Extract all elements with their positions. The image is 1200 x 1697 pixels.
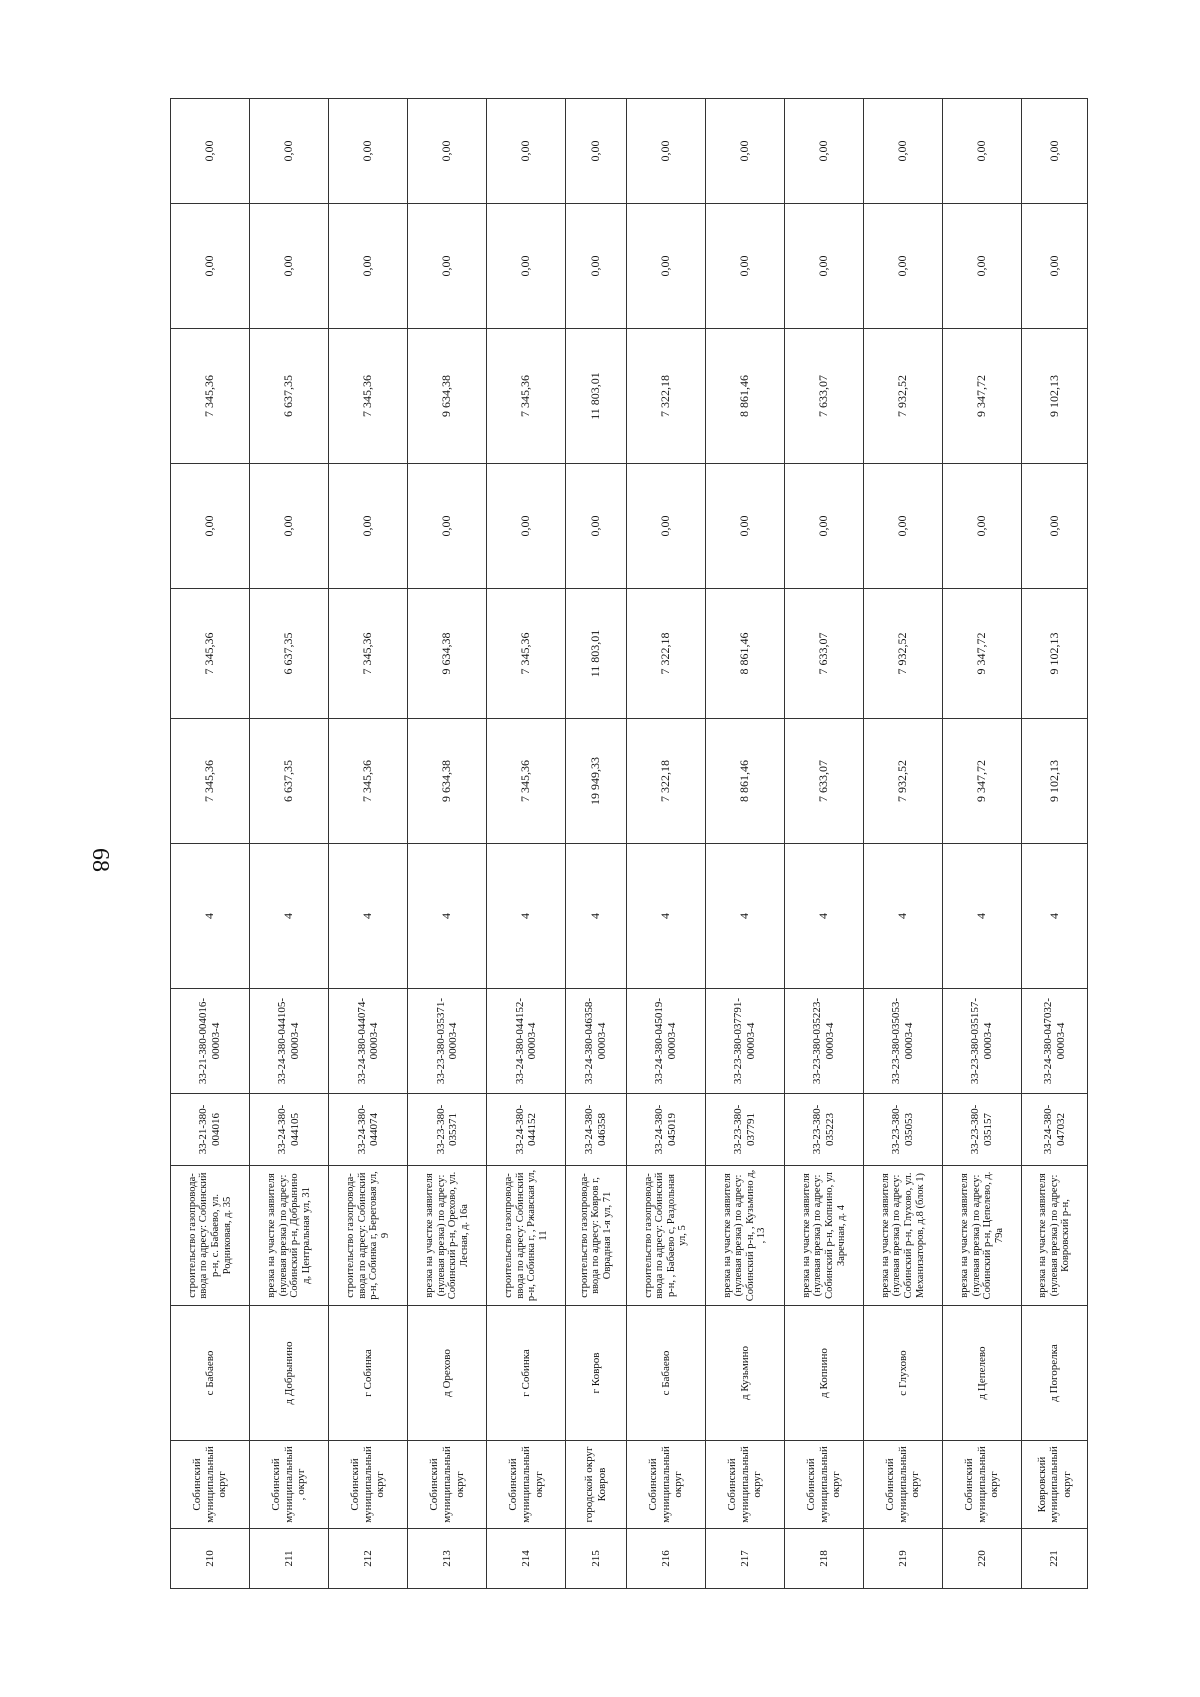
description-cell: строительство газопровода-ввода по адресу: Собинский р-н, , Бабаево с, Раздольная ул, 5	[626, 1166, 705, 1306]
amount-6-cell: 0,00	[329, 99, 408, 204]
category-cell: 4	[705, 844, 784, 989]
contract-number-cell: 33-24-380-045019-00003-4	[626, 989, 705, 1094]
table-row	[943, 99, 1022, 1589]
district-cell: Собинский муниципальный округ	[784, 1441, 863, 1529]
amount-6-cell: 0,00	[864, 99, 943, 204]
locality-cell: г Собинка	[329, 1306, 408, 1441]
amount-3-cell: 0,00	[250, 464, 329, 589]
amount-3-cell: 0,00	[329, 464, 408, 589]
table-row	[1022, 99, 1088, 1589]
application-number-cell: 33-21-380-004016	[171, 1094, 250, 1166]
amount-3-cell: 0,00	[705, 464, 784, 589]
amount-1-cell: 7 322,18	[626, 719, 705, 844]
amount-5-cell: 0,00	[329, 204, 408, 329]
connections-table	[170, 98, 1088, 1589]
amount-5-cell: 0,00	[943, 204, 1022, 329]
district-cell: Собинский муниципальный округ	[705, 1441, 784, 1529]
amount-3-cell: 0,00	[626, 464, 705, 589]
amount-4-cell: 7 345,36	[487, 329, 566, 464]
row-number-cell: 221	[1022, 1529, 1088, 1589]
contract-number-cell: 33-23-380-035223-00003-4	[784, 989, 863, 1094]
district-cell: Ковровский муниципальный округ	[1022, 1441, 1088, 1529]
amount-6-cell: 0,00	[705, 99, 784, 204]
locality-cell: д Орехово	[408, 1306, 487, 1441]
application-number-cell: 33-24-380-044074	[329, 1094, 408, 1166]
description-cell: врезка на участке заявителя (нулевая врезка) по адресу: Собинский р-н, Добрынино д, Центральная ул, 31	[250, 1166, 329, 1306]
description-cell: врезка на участке заявителя (нулевая врезка) по адресу: Собинский р-н, , Кузьмино д, , 13	[705, 1166, 784, 1306]
contract-number-cell: 33-24-380-044152-00003-4	[487, 989, 566, 1094]
amount-5-cell: 0,00	[171, 204, 250, 329]
row-number-cell: 213	[408, 1529, 487, 1589]
category-cell: 4	[566, 844, 627, 989]
table-body	[171, 99, 1088, 1589]
locality-cell: д Копнино	[784, 1306, 863, 1441]
amount-1-cell: 6 637,35	[250, 719, 329, 844]
row-number-cell: 220	[943, 1529, 1022, 1589]
amount-1-cell: 7 345,36	[487, 719, 566, 844]
amount-5-cell: 0,00	[250, 204, 329, 329]
contract-number-cell: 33-24-380-044105-00003-4	[250, 989, 329, 1094]
application-number-cell: 33-23-380-035053	[864, 1094, 943, 1166]
amount-1-cell: 19 949,33	[566, 719, 627, 844]
contract-number-cell: 33-24-380-044074-00003-4	[329, 989, 408, 1094]
amount-1-cell: 9 102,13	[1022, 719, 1088, 844]
amount-2-cell: 7 322,18	[626, 589, 705, 719]
application-number-cell: 33-23-380-035223	[784, 1094, 863, 1166]
amount-6-cell: 0,00	[408, 99, 487, 204]
amount-5-cell: 0,00	[487, 204, 566, 329]
amount-5-cell: 0,00	[566, 204, 627, 329]
contract-number-cell: 33-23-380-037791-00003-4	[705, 989, 784, 1094]
application-number-cell: 33-24-380-046358	[566, 1094, 627, 1166]
row-number-cell: 215	[566, 1529, 627, 1589]
row-number-cell: 211	[250, 1529, 329, 1589]
locality-cell: с Глухово	[864, 1306, 943, 1441]
amount-5-cell: 0,00	[408, 204, 487, 329]
description-cell: врезка на участке заявителя (нулевая врезка) по адресу: Ковровский р-н,	[1022, 1166, 1088, 1306]
contract-number-cell: 33-24-380-047032-00003-4	[1022, 989, 1088, 1094]
category-cell: 4	[626, 844, 705, 989]
amount-1-cell: 8 861,46	[705, 719, 784, 844]
amount-6-cell: 0,00	[171, 99, 250, 204]
amount-4-cell: 7 633,07	[784, 329, 863, 464]
amount-6-cell: 0,00	[943, 99, 1022, 204]
amount-6-cell: 0,00	[1022, 99, 1088, 204]
amount-4-cell: 7 345,36	[171, 329, 250, 464]
amount-2-cell: 7 345,36	[487, 589, 566, 719]
amount-2-cell: 9 102,13	[1022, 589, 1088, 719]
application-number-cell: 33-24-380-044152	[487, 1094, 566, 1166]
category-cell: 4	[408, 844, 487, 989]
category-cell: 4	[1022, 844, 1088, 989]
amount-1-cell: 9 347,72	[943, 719, 1022, 844]
amount-6-cell: 0,00	[250, 99, 329, 204]
amount-3-cell: 0,00	[408, 464, 487, 589]
amount-3-cell: 0,00	[566, 464, 627, 589]
district-cell: Собинский муниципальный округ	[626, 1441, 705, 1529]
locality-cell: д Кузьмино	[705, 1306, 784, 1441]
description-cell: врезка на участке заявителя (нулевая врезка) по адресу: Собинский р-н, Цепелево, д. 79а	[943, 1166, 1022, 1306]
category-cell: 4	[864, 844, 943, 989]
table-row	[408, 99, 487, 1589]
amount-5-cell: 0,00	[626, 204, 705, 329]
district-cell: городской округ Ковров	[566, 1441, 627, 1529]
description-cell: строительство газопровода-ввода по адресу: Собинский р-н, с. Бабаево, ул. Родниковая, д. 35	[171, 1166, 250, 1306]
row-number-cell: 218	[784, 1529, 863, 1589]
amount-4-cell: 9 634,38	[408, 329, 487, 464]
amount-1-cell: 7 633,07	[784, 719, 863, 844]
district-cell: Собинский муниципальный округ	[864, 1441, 943, 1529]
amount-4-cell: 9 347,72	[943, 329, 1022, 464]
amount-2-cell: 9 634,38	[408, 589, 487, 719]
amount-1-cell: 7 932,52	[864, 719, 943, 844]
row-number-cell: 214	[487, 1529, 566, 1589]
amount-4-cell: 7 345,36	[329, 329, 408, 464]
row-number-cell: 217	[705, 1529, 784, 1589]
amount-5-cell: 0,00	[1022, 204, 1088, 329]
page-number: 68	[87, 848, 113, 872]
row-number-cell: 219	[864, 1529, 943, 1589]
amount-2-cell: 7 345,36	[171, 589, 250, 719]
application-number-cell: 33-24-380-045019	[626, 1094, 705, 1166]
amount-3-cell: 0,00	[784, 464, 863, 589]
amount-5-cell: 0,00	[784, 204, 863, 329]
amount-6-cell: 0,00	[784, 99, 863, 204]
locality-cell: д Цепелево	[943, 1306, 1022, 1441]
description-cell: врезка на участке заявителя (нулевая врезка) по адресу: Собинский р-н, Орехово, ул. Лесная, д. 16а	[408, 1166, 487, 1306]
contract-number-cell: 33-23-380-035371-00003-4	[408, 989, 487, 1094]
locality-cell: д Погорелка	[1022, 1306, 1088, 1441]
amount-3-cell: 0,00	[487, 464, 566, 589]
contract-number-cell: 33-21-380-004016-00003-4	[171, 989, 250, 1094]
rotated-table-container	[170, 99, 1088, 1589]
district-cell: Собинский муниципальный округ	[943, 1441, 1022, 1529]
district-cell: Собинский муниципальный , округ	[250, 1441, 329, 1529]
amount-2-cell: 7 932,52	[864, 589, 943, 719]
row-number-cell: 216	[626, 1529, 705, 1589]
description-cell: врезка на участке заявителя (нулевая врезка) по адресу: Собинский р-н, Копнино, ул Заречная, д. 4	[784, 1166, 863, 1306]
locality-cell: с Бабаево	[626, 1306, 705, 1441]
amount-1-cell: 9 634,38	[408, 719, 487, 844]
category-cell: 4	[487, 844, 566, 989]
amount-4-cell: 7 932,52	[864, 329, 943, 464]
amount-2-cell: 11 803,01	[566, 589, 627, 719]
description-cell: строительство газопровода-ввода по адресу: Ковров г, Оврадная 1-я ул, 71	[566, 1166, 627, 1306]
amount-5-cell: 0,00	[705, 204, 784, 329]
amount-4-cell: 7 322,18	[626, 329, 705, 464]
amount-3-cell: 0,00	[171, 464, 250, 589]
amount-2-cell: 9 347,72	[943, 589, 1022, 719]
row-number-cell: 212	[329, 1529, 408, 1589]
amount-2-cell: 7 345,36	[329, 589, 408, 719]
category-cell: 4	[329, 844, 408, 989]
table-row	[250, 99, 329, 1589]
locality-cell: г Ковров	[566, 1306, 627, 1441]
description-cell: врезка на участке заявителя (нулевая врезка) по адресу: Собинский р-н, Глухово, ул. Механизаторов, д.8 (блок 1)	[864, 1166, 943, 1306]
category-cell: 4	[784, 844, 863, 989]
amount-2-cell: 6 637,35	[250, 589, 329, 719]
amount-4-cell: 9 102,13	[1022, 329, 1088, 464]
contract-number-cell: 33-24-380-046358-00003-4	[566, 989, 627, 1094]
amount-5-cell: 0,00	[864, 204, 943, 329]
description-cell: строительство газопровода-ввода по адресу: Собинский р-н, Собинка г, , Ржавская ул, 11	[487, 1166, 566, 1306]
amount-4-cell: 6 637,35	[250, 329, 329, 464]
amount-2-cell: 7 633,07	[784, 589, 863, 719]
table-row	[566, 99, 627, 1589]
locality-cell: д Добрынино	[250, 1306, 329, 1441]
table-row	[864, 99, 943, 1589]
amount-1-cell: 7 345,36	[329, 719, 408, 844]
table-row	[784, 99, 863, 1589]
district-cell: Собинский муниципальный округ	[329, 1441, 408, 1529]
amount-6-cell: 0,00	[626, 99, 705, 204]
category-cell: 4	[943, 844, 1022, 989]
table-row	[705, 99, 784, 1589]
amount-6-cell: 0,00	[566, 99, 627, 204]
row-number-cell: 210	[171, 1529, 250, 1589]
amount-1-cell: 7 345,36	[171, 719, 250, 844]
application-number-cell: 33-24-380-047032	[1022, 1094, 1088, 1166]
amount-3-cell: 0,00	[943, 464, 1022, 589]
category-cell: 4	[171, 844, 250, 989]
district-cell: Собинский муниципальный округ	[408, 1441, 487, 1529]
application-number-cell: 33-23-380-037791	[705, 1094, 784, 1166]
district-cell: Собинский муниципальный округ	[487, 1441, 566, 1529]
contract-number-cell: 33-23-380-035053-00003-4	[864, 989, 943, 1094]
amount-3-cell: 0,00	[1022, 464, 1088, 589]
application-number-cell: 33-23-380-035371	[408, 1094, 487, 1166]
table-row	[329, 99, 408, 1589]
category-cell: 4	[250, 844, 329, 989]
locality-cell: с Бабаево	[171, 1306, 250, 1441]
amount-6-cell: 0,00	[487, 99, 566, 204]
contract-number-cell: 33-23-380-035157-00003-4	[943, 989, 1022, 1094]
application-number-cell: 33-24-380-044105	[250, 1094, 329, 1166]
amount-3-cell: 0,00	[864, 464, 943, 589]
amount-2-cell: 8 861,46	[705, 589, 784, 719]
district-cell: Собинский муниципальный округ	[171, 1441, 250, 1529]
table-row	[487, 99, 566, 1589]
table-row	[626, 99, 705, 1589]
table-row	[171, 99, 250, 1589]
application-number-cell: 33-23-380-035157	[943, 1094, 1022, 1166]
locality-cell: г Собинка	[487, 1306, 566, 1441]
description-cell: строительство газопровода-ввода по адресу: Собинский р-н, Собинка г, Береговая ул, 9	[329, 1166, 408, 1306]
amount-4-cell: 8 861,46	[705, 329, 784, 464]
amount-4-cell: 11 803,01	[566, 329, 627, 464]
